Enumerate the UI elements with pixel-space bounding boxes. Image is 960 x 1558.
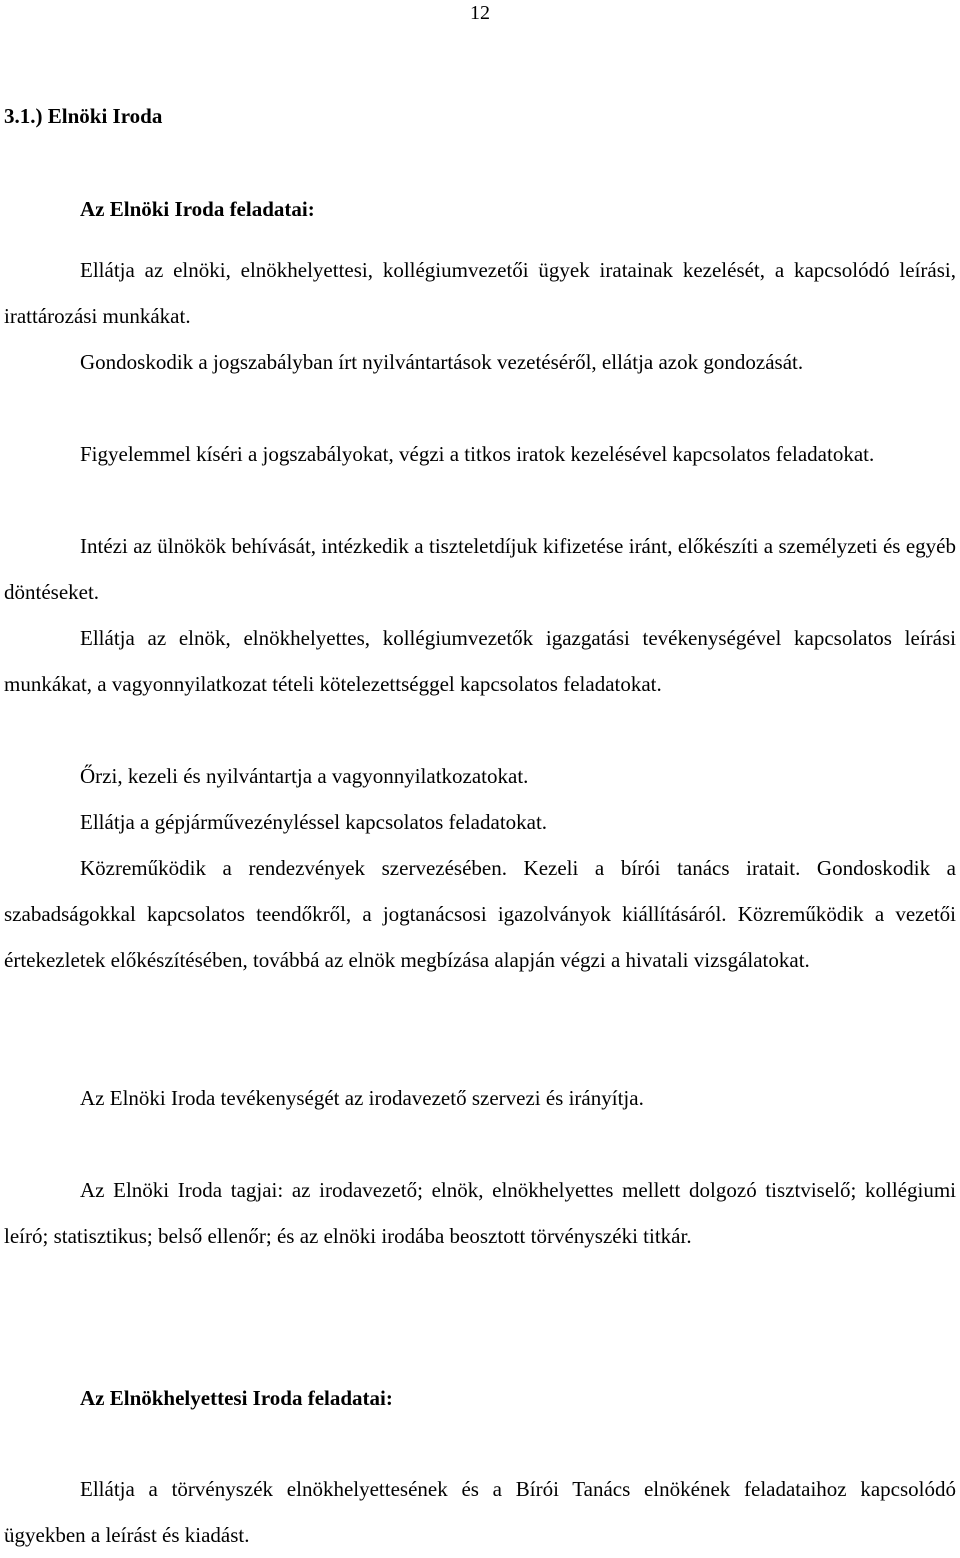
paragraph-nyilvantartasok: Gondoskodik a jogszabályban írt nyilvántartások vezetéséről, ellátja azok gondozását. bbox=[80, 350, 804, 374]
paragraph-leirasi-munkak: Ellátja az elnök, elnökhelyettes, kollégiumvezetők igazgatási tevékenységével kapcsolatos leírási munkákat, a vagyonnyilatkozat tételi kötelezettséggel kapcsolatos feladatokat. bbox=[4, 626, 956, 696]
paragraph-irodavezeto: Az Elnöki Iroda tevékenységét az irodavezető szervezi és irányítja. bbox=[80, 1086, 644, 1110]
paragraph-gepjarmu: Ellátja a gépjárművezényléssel kapcsolatos feladatokat. bbox=[80, 810, 548, 834]
heading-elnoki-iroda-feladatai: Az Elnöki Iroda feladatai: bbox=[80, 197, 315, 221]
paragraph-elnokhelyettesi-leiras: Ellátja a törvényszék elnökhelyettesének és a Bírói Tanács elnökének feladataihoz kapcsolódó ügyekben a leírást és kiadást. bbox=[4, 1477, 956, 1547]
paragraph-rendezvenyek: Közreműködik a rendezvények szervezésében. Kezeli a bírói tanács iratait. Gondoskodik a szabadságokkal kapcsolatos teendőkről, a jogtanácsosi igazolványok kiállításáról. Közreműködik a vezetői értekezletek előkészítésében, továbbá az elnök megbízása alapján végzi a hivatali vizsgálatokat. bbox=[4, 856, 956, 972]
paragraph-titkos-iratok: Figyelemmel kíséri a jogszabályokat, végzi a titkos iratok kezelésével kapcsolatos feladatokat. bbox=[80, 442, 875, 466]
paragraph-iratkezeles: Ellátja az elnöki, elnökhelyettesi, kollégiumvezetői ügyek iratainak kezelését, a kapcsolódó leírási, irattározási munkákat. bbox=[4, 258, 956, 328]
paragraph-iroda-tagjai: Az Elnöki Iroda tagjai: az irodavezető; elnök, elnökhelyettes mellett dolgozó tisztviselő; kollégiumi leíró; statisztikus; belső ellenőr; és az elnöki irodába beosztott törvényszéki titkár. bbox=[4, 1178, 956, 1248]
heading-elnokhelyettesi-iroda-feladatai: Az Elnökhelyettesi Iroda feladatai: bbox=[80, 1386, 393, 1410]
page-number: 12 bbox=[470, 2, 490, 24]
paragraph-vagyonnyilatkozatok: Őrzi, kezeli és nyilvántartja a vagyonnyilatkozatokat. bbox=[80, 764, 529, 788]
paragraph-ulnokok: Intézi az ülnökök behívását, intézkedik a tiszteletdíjuk kifizetése iránt, előkészíti a személyzeti és egyéb döntéseket. bbox=[4, 534, 956, 604]
section-title: 3.1.) Elnöki Iroda bbox=[4, 104, 163, 128]
